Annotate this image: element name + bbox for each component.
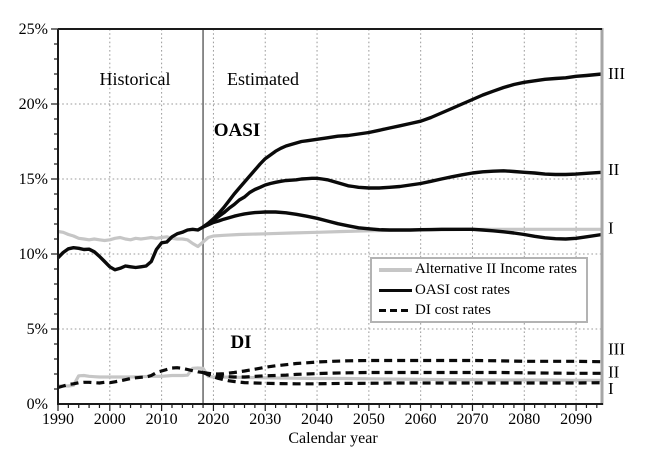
- series-oasi-cost-historical: [58, 227, 203, 270]
- x-tick-label: 1990: [42, 411, 74, 428]
- y-tick-label: 15%: [18, 171, 48, 188]
- curve-label-oasi-III: III: [608, 64, 625, 83]
- x-tick-label: 2030: [249, 411, 282, 428]
- curve-label-di-II: II: [608, 362, 620, 382]
- series-alt2-income-oasi: [58, 229, 602, 246]
- y-tick-label: 5%: [26, 321, 48, 338]
- legend-box: [370, 257, 588, 323]
- y-tick-label: 20%: [18, 96, 48, 113]
- x-tick-label: 2040: [301, 411, 334, 428]
- x-tick-label: 2080: [508, 411, 541, 428]
- legend-label: Alternative II Income rates: [415, 261, 578, 277]
- x-tick-label: 2050: [352, 411, 385, 428]
- curve-label-oasi-II: II: [608, 160, 620, 179]
- legend-item-di-cost: [379, 301, 586, 321]
- oasi-curve-group-label: OASI: [213, 120, 261, 141]
- curve-label-di-I: I: [608, 379, 614, 398]
- x-tick-label: 2090: [560, 411, 593, 428]
- legend-label: OASI cost rates: [415, 281, 510, 298]
- curve-label-oasi-I: I: [608, 218, 614, 238]
- y-tick-label: 25%: [18, 21, 48, 38]
- x-tick-label: 2060: [404, 411, 437, 428]
- di-curve-group-label: DI: [230, 332, 252, 353]
- x-axis-title: Calendar year: [288, 430, 378, 447]
- y-tick-label: 10%: [18, 246, 48, 263]
- x-tick-label: 2000: [93, 411, 126, 428]
- dashed-line-swatch-icon: [379, 309, 412, 312]
- legend-item-oasi-cost: [379, 280, 586, 300]
- black-line-swatch-icon: [379, 289, 412, 292]
- estimated-region-label: Estimated: [227, 69, 299, 89]
- historical-region-label: Historical: [99, 69, 171, 89]
- curve-label-di-III: III: [608, 339, 625, 359]
- series-oasi-cost-alt-III: [203, 74, 602, 227]
- x-tick-label: 2070: [456, 411, 489, 428]
- gray-line-swatch-icon: [379, 268, 412, 272]
- y-tick-label: 0%: [26, 396, 48, 413]
- legend-item-income-rates: [379, 260, 586, 280]
- x-tick-label: 2020: [197, 411, 230, 428]
- x-tick-label: 2010: [145, 411, 178, 428]
- legend-label: DI cost rates: [415, 302, 491, 318]
